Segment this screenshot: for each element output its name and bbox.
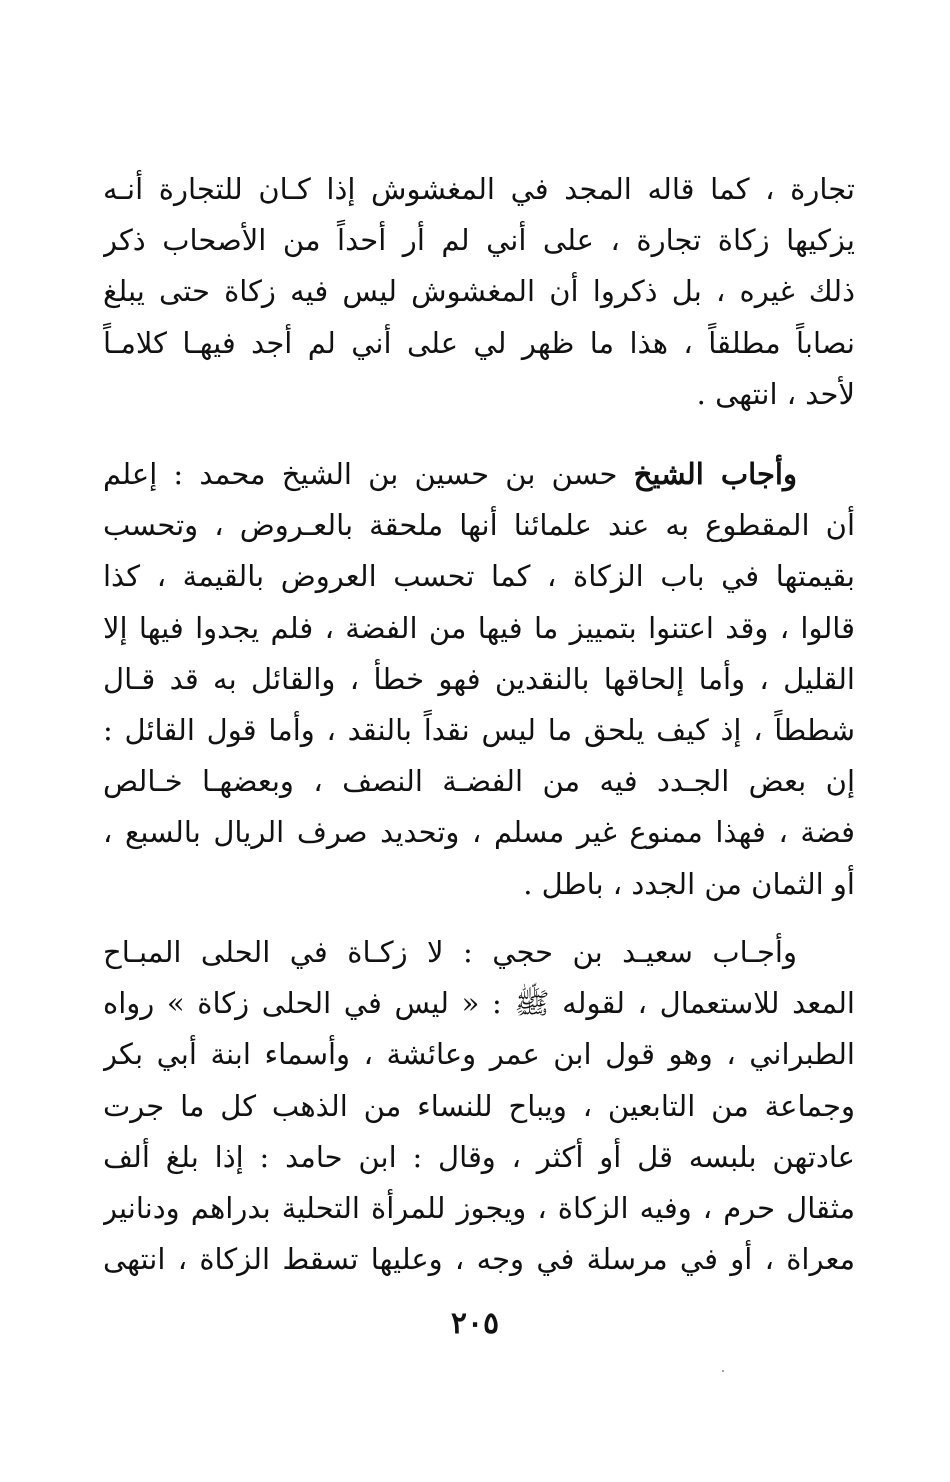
page-number: ٢٠٥	[450, 1306, 500, 1341]
paragraph-line: تجارة ، كما قاله المجد في المغشوش إذا كـان للتجارة أنـه	[103, 172, 855, 206]
paragraph-line: قالوا ، وقد اعتنوا بتمييز ما فيها من الفضة ، فلم يجدوا فيها إلا	[103, 610, 855, 645]
bold-lead: وأجاب الشيخ	[633, 457, 797, 491]
scan-speck	[722, 1370, 724, 1372]
paragraph-line: بقيمتها في باب الزكاة ، كما تحسب العروض بالقيمة ، كذا	[103, 559, 855, 594]
paragraph-line: إن بعض الجـدد فيه من الفضـة النصف ، وبعضهـا خـالص	[103, 764, 855, 799]
paragraph-line: المعد للاستعمال ، لقوله ﷺ : « ليس في الحلى زكاة » رواه	[103, 986, 855, 1021]
paragraph-line: عادتهن بلبسه قل أو أكثر ، وقال : ابن حامد : إذا بلغ ألف	[103, 1139, 855, 1174]
paragraph-line: ذلك غيره ، بل ذكروا أن المغشوش ليس فيه زكاة حتى يبلغ	[103, 274, 855, 309]
paragraph-line: معراة ، أو في مرسلة في وجه ، وعليها تسقط الزكاة ، انتهى	[103, 1242, 855, 1277]
paragraph-line: الطبراني ، وهو قول ابن عمر وعائشة ، وأسماء ابنة أبي بكر	[103, 1037, 855, 1072]
paragraph-1	[103, 164, 855, 420]
paragraph-line: يزكيها زكاة تجارة ، على أني لم أر أحداً من الأصحاب ذكر	[103, 223, 855, 258]
paragraph-line: أن المقطوع به عند علمائنا أنها ملحقة بالعـروض ، وتحسب	[103, 508, 855, 543]
paragraph-line: فضة ، فهذا ممنوع غير مسلم ، وتحديد صرف الريال بالسبع ،	[103, 815, 855, 850]
paragraph-line: لأحد ، انتهى .	[696, 376, 855, 411]
paragraph-first-line	[103, 449, 855, 500]
paragraph-2	[103, 449, 855, 910]
first-line-text: حسن بن حسين بن الشيخ محمد : إعلم	[103, 457, 634, 491]
paragraph-line: القليل ، وأما إلحاقها بالنقدين فهو خطأ ، والقائل به قد قـال	[103, 661, 855, 696]
paragraph-line: مثقال حرم ، وفيه الزكاة ، ويجوز للمرأة التحلية بدراهم ودنانير	[103, 1190, 855, 1225]
paragraph-line: وأجـاب سعيـد بن حجي : لا زكـاة في الحلى المبـاح	[103, 935, 797, 969]
paragraph-line: أو الثمان من الجدد ، باطل .	[523, 866, 855, 901]
paragraph-3	[103, 927, 855, 1285]
paragraph-line: نصاباً مطلقاً ، هذا ما ظهر لي على أني لم أجد فيهـا كلامـاً	[103, 325, 855, 360]
paragraph-line: وجماعة من التابعين ، ويباح للنساء من الذهب كل ما جرت	[103, 1088, 855, 1123]
paragraph-line: شططاً ، إذ كيف يلحق ما ليس نقداً بالنقد ، وأما قول القائل :	[103, 712, 855, 747]
